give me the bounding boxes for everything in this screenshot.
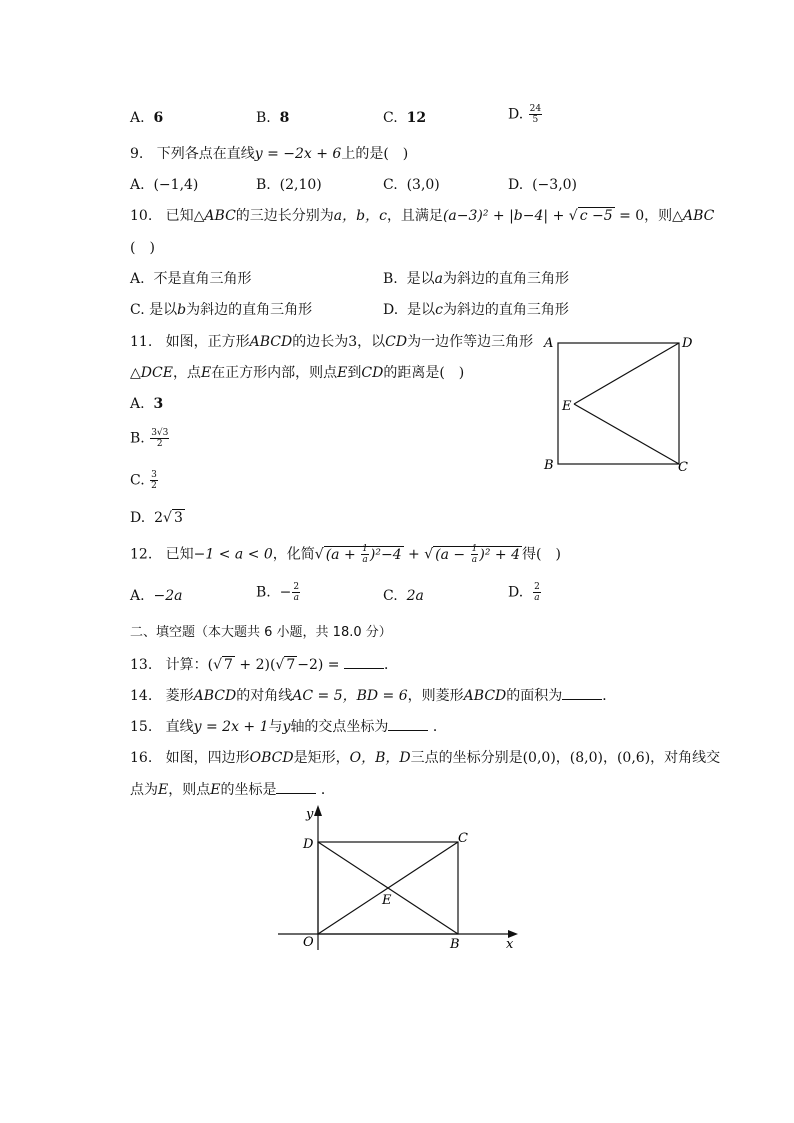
q12-option-d: D. $\frac{2}{a}$ bbox=[508, 582, 540, 603]
y-axis-arrow-icon bbox=[314, 805, 322, 816]
q9-stem: 9. 下列各点在直线y = −2x + 6上的是( ) bbox=[130, 146, 409, 162]
q14-answer-blank[interactable] bbox=[562, 685, 602, 700]
q9-option-d: D. (−3,0) bbox=[508, 177, 578, 193]
q9-option-c: C. (3,0) bbox=[383, 177, 440, 193]
square-abcd bbox=[558, 343, 679, 464]
q16-rectangle-figure bbox=[270, 800, 530, 960]
q8-option-c: C. 12 bbox=[383, 110, 427, 126]
section-title-fill-in: 二、填空题（本大题共 6 小题，共 18.0 分） bbox=[130, 625, 392, 640]
q12-option-c: C. 2a bbox=[383, 588, 424, 604]
label-e: E bbox=[382, 893, 392, 908]
q10-option-b: B. 是以a为斜边的直角三角形 bbox=[383, 271, 570, 287]
label-e: E bbox=[562, 399, 572, 414]
q11-option-a: A. 3 bbox=[130, 396, 164, 412]
q8-option-b: B. 8 bbox=[256, 110, 290, 126]
q10-option-d: D. 是以c为斜边的直角三角形 bbox=[383, 302, 569, 318]
label-d: D bbox=[303, 837, 314, 852]
q15-stem: 15. 直线y = 2x + 1与y轴的交点坐标为 ． bbox=[130, 716, 447, 737]
q15-answer-blank[interactable] bbox=[388, 716, 428, 731]
label-b: B bbox=[544, 458, 554, 473]
label-c: C bbox=[458, 831, 468, 846]
q11-option-b: B. $\frac{3√3}{2}$ bbox=[130, 428, 169, 449]
q11-stem-line2: △DCE，点E在正方形内部，则点E到CD的距离是( ) bbox=[130, 365, 465, 381]
segment-ce bbox=[574, 404, 679, 464]
q8-option-a: A. 6 bbox=[130, 110, 164, 126]
q8-option-d: D. $\frac{24}{5}$ bbox=[508, 104, 542, 125]
q9-option-a: A. (−1,4) bbox=[130, 177, 199, 193]
q16-stem-line2: 点为E，则点E的坐标是 ． bbox=[130, 779, 335, 800]
q11-stem-line1: 11. 如图，正方形ABCD的边长为3，以CD为一边作等边三角形 bbox=[130, 334, 534, 350]
q11-option-d: D. 2√ 3 bbox=[130, 510, 183, 526]
q14-stem: 14. 菱形ABCD的对角线AC = 5，BD = 6，则菱形ABCD的面积为 ． bbox=[130, 685, 616, 706]
q16-answer-blank[interactable] bbox=[276, 779, 316, 794]
q13-stem: 13. 计算：(√ 7 + 2)(√ 7 −2) = ． bbox=[130, 654, 398, 675]
q12-option-b: B. − $\frac{2}{a}$ bbox=[256, 582, 300, 603]
q16-stem-line1: 16. 如图，四边形OBCD是矩形，O，B，D三点的坐标分别是(0,0)，(8,0)，(0,6)，对角线交 bbox=[130, 750, 721, 766]
q10-option-c: C. 是以b为斜边的直角三角形 bbox=[130, 302, 313, 318]
q10-stem: 10. 已知△ABC的三边长分别为a，b，c，且满足(a−3)² + |b−4| + √ c −5 = 0，则△ABC bbox=[130, 208, 715, 224]
q12-stem: 12. 已知−1 < a < 0，化简√ (a + $\frac{1}{a}$ )²−4 + √ (a − $\frac{1}{a}$ )² + 4 得( ) bbox=[130, 544, 561, 565]
segment-de bbox=[574, 343, 679, 404]
label-b: B bbox=[450, 937, 460, 952]
label-x-axis: x bbox=[506, 937, 514, 952]
q11-option-c: C. $\frac{3}{2}$ bbox=[130, 470, 157, 491]
q11-square-figure bbox=[540, 330, 700, 480]
label-o: O bbox=[303, 935, 314, 950]
q12-option-a: A. −2a bbox=[130, 588, 183, 604]
label-a: A bbox=[544, 336, 554, 351]
q13-answer-blank[interactable] bbox=[344, 654, 384, 669]
label-d: D bbox=[682, 336, 693, 351]
q10-option-a: A. 不是直角三角形 bbox=[130, 271, 252, 287]
q9-option-b: B. (2,10) bbox=[256, 177, 322, 193]
label-c: C bbox=[678, 460, 688, 475]
label-y-axis: y bbox=[306, 807, 314, 822]
q10-paren: ( ) bbox=[130, 240, 155, 256]
